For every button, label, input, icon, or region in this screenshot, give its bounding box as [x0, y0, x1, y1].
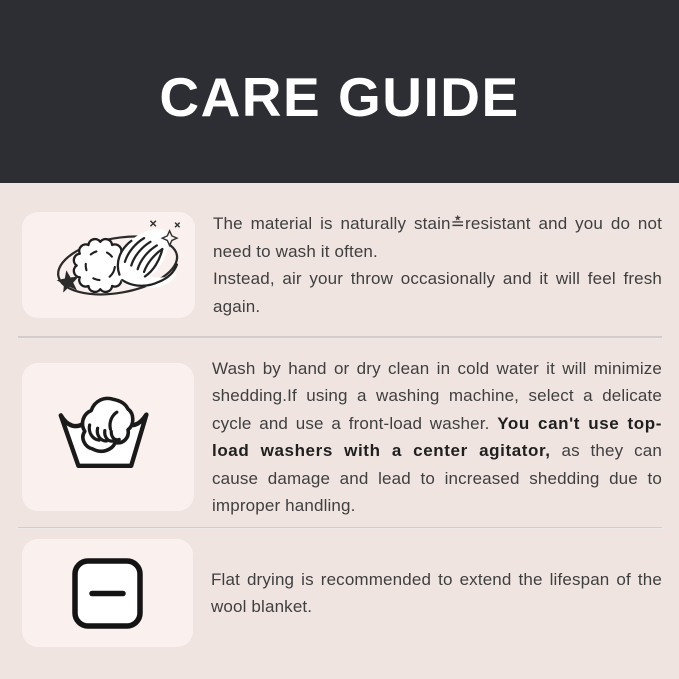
text-segment: as they can cause damage and lead to increased shedding due to improper handling. [212, 441, 662, 515]
icon-card [22, 363, 194, 511]
paragraph: Instead, air your throw occasionally and it will feel fresh again. [213, 269, 662, 316]
flat-dry-icon [22, 539, 193, 647]
icon-card [22, 539, 193, 647]
care-section-stain-resistant [22, 210, 662, 320]
bold-text-segment: You can't use top-load washers with a center agitator, [212, 413, 662, 460]
content [0, 183, 679, 647]
paragraph: Flat drying is recommended to extend the lifespan of the wool blanket. [211, 569, 662, 616]
hand-wash-icon [56, 393, 160, 481]
icon-card [22, 212, 195, 318]
paragraph [212, 355, 662, 520]
text-segment: Wash by hand or dry clean in cold water it will minimize shedding.If using a washing machine, select a delicate cycle and use a front-load washer. [212, 358, 662, 433]
divider [18, 527, 662, 530]
care-text-stain-resistant [213, 210, 662, 320]
care-section-hand-wash [22, 355, 662, 520]
divider [18, 336, 662, 339]
stain-resistant-fluff-icon [31, 218, 186, 313]
page-title: CARE GUIDE [159, 65, 520, 128]
paragraph: The material is naturally stain≛resistant and you do not need to wash it often. [213, 214, 662, 261]
care-text-hand-wash [212, 355, 662, 520]
header [0, 0, 679, 183]
care-section-flat-dry [22, 539, 662, 647]
care-text-flat-dry [211, 566, 662, 621]
